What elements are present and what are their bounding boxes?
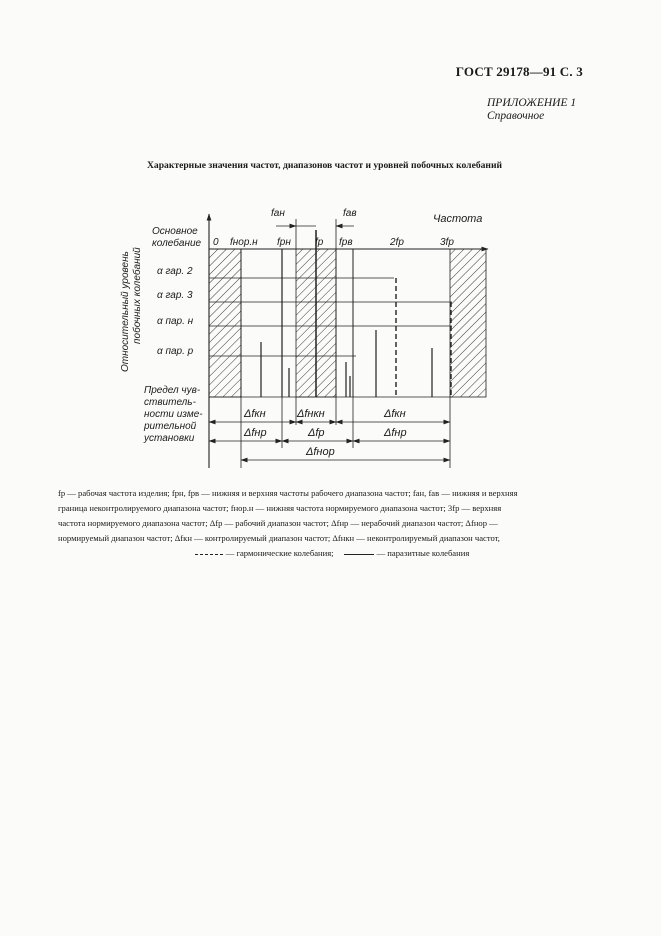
legend-parasitic: — паразитные колебания xyxy=(376,548,470,558)
hatched-region-low xyxy=(209,249,241,397)
legend-line-2: граница неконтролируемого диапазона частот; fнор.н — нижняя частота нормируемого диапазона частот; 3fр — верхняя xyxy=(58,503,502,513)
range-df-r: Δfр xyxy=(308,427,325,439)
label-f-rn: fрн xyxy=(277,237,291,248)
label-limit-4: рительной xyxy=(144,421,197,432)
y-axis-label-1: Относительный уровень xyxy=(120,251,131,372)
range-df-nkn: Δfнкн xyxy=(297,408,325,420)
legend-line-3: частота нормируемого диапазона частот; Δfр — рабочий диапазон частот; Δfнр — нерабочий диапазон частот; Δfнор — xyxy=(58,518,498,528)
range-df-kn-left: Δfкн xyxy=(244,408,266,420)
label-a-gar3: α гар. 3 xyxy=(157,290,193,301)
label-main-oscillation-2: колебание xyxy=(152,238,202,249)
label-main-oscillation-1: Основное xyxy=(152,226,198,237)
label-limit-5: установки xyxy=(144,433,195,444)
legend xyxy=(58,486,606,561)
label-a-gar2: α гар. 2 xyxy=(157,266,193,277)
label-limit-2: ствитель- xyxy=(144,397,196,408)
label-zero: 0 xyxy=(213,237,219,248)
appendix-title: ПРИЛОЖЕНИЕ 1 xyxy=(487,97,577,109)
legend-line-4: нормируемый диапазон частот; Δfкн — контролируемый диапазон частот; Δfнкн — неконтролируемый диапазон частот, xyxy=(58,533,500,543)
page-header: ГОСТ 29178—91 С. 3 xyxy=(455,64,583,79)
range-df-kn-right: Δfкн xyxy=(384,408,406,420)
label-a-parn: α пар. н xyxy=(157,316,194,327)
label-f-r: fр xyxy=(315,237,324,248)
axis-label-frequency: Частота xyxy=(433,213,483,225)
label-f-nor-n: fнор.н xyxy=(230,237,258,248)
range-df-nor: Δfнор xyxy=(306,446,335,458)
figure-title: Характерные значения частот, диапазонов частот и уровней побочных колебаний xyxy=(146,160,503,171)
label-limit-1: Предел чув- xyxy=(144,385,201,396)
label-a-parr: α пар. р xyxy=(157,346,194,357)
label-f-an: fан xyxy=(271,208,285,219)
label-limit-3: ности изме- xyxy=(144,409,203,420)
label-2fr: 2fр xyxy=(390,237,404,248)
legend-line-1: fр — рабочая частота изделия; fрн, fрв — нижняя и верхняя частоты рабочего диапазона частот; fан, fав — нижняя и верхняя xyxy=(58,488,518,498)
y-axis-label-2: побочных колебаний xyxy=(132,247,143,344)
range-df-nr-left: Δfнр xyxy=(244,427,267,439)
range-df-nr-right: Δfнр xyxy=(384,427,407,439)
legend-harmonic: — гармонические колебания; xyxy=(225,548,334,558)
label-f-av: fав xyxy=(343,208,357,219)
label-f-rv: fрв xyxy=(339,237,353,248)
label-3fr: 3fр xyxy=(440,237,454,248)
hatched-region-high xyxy=(450,249,486,397)
appendix-subtitle: Справочное xyxy=(487,110,545,122)
dashed-line-sample xyxy=(195,554,223,555)
legend-line-5 xyxy=(58,546,606,561)
solid-line-sample xyxy=(344,554,374,555)
